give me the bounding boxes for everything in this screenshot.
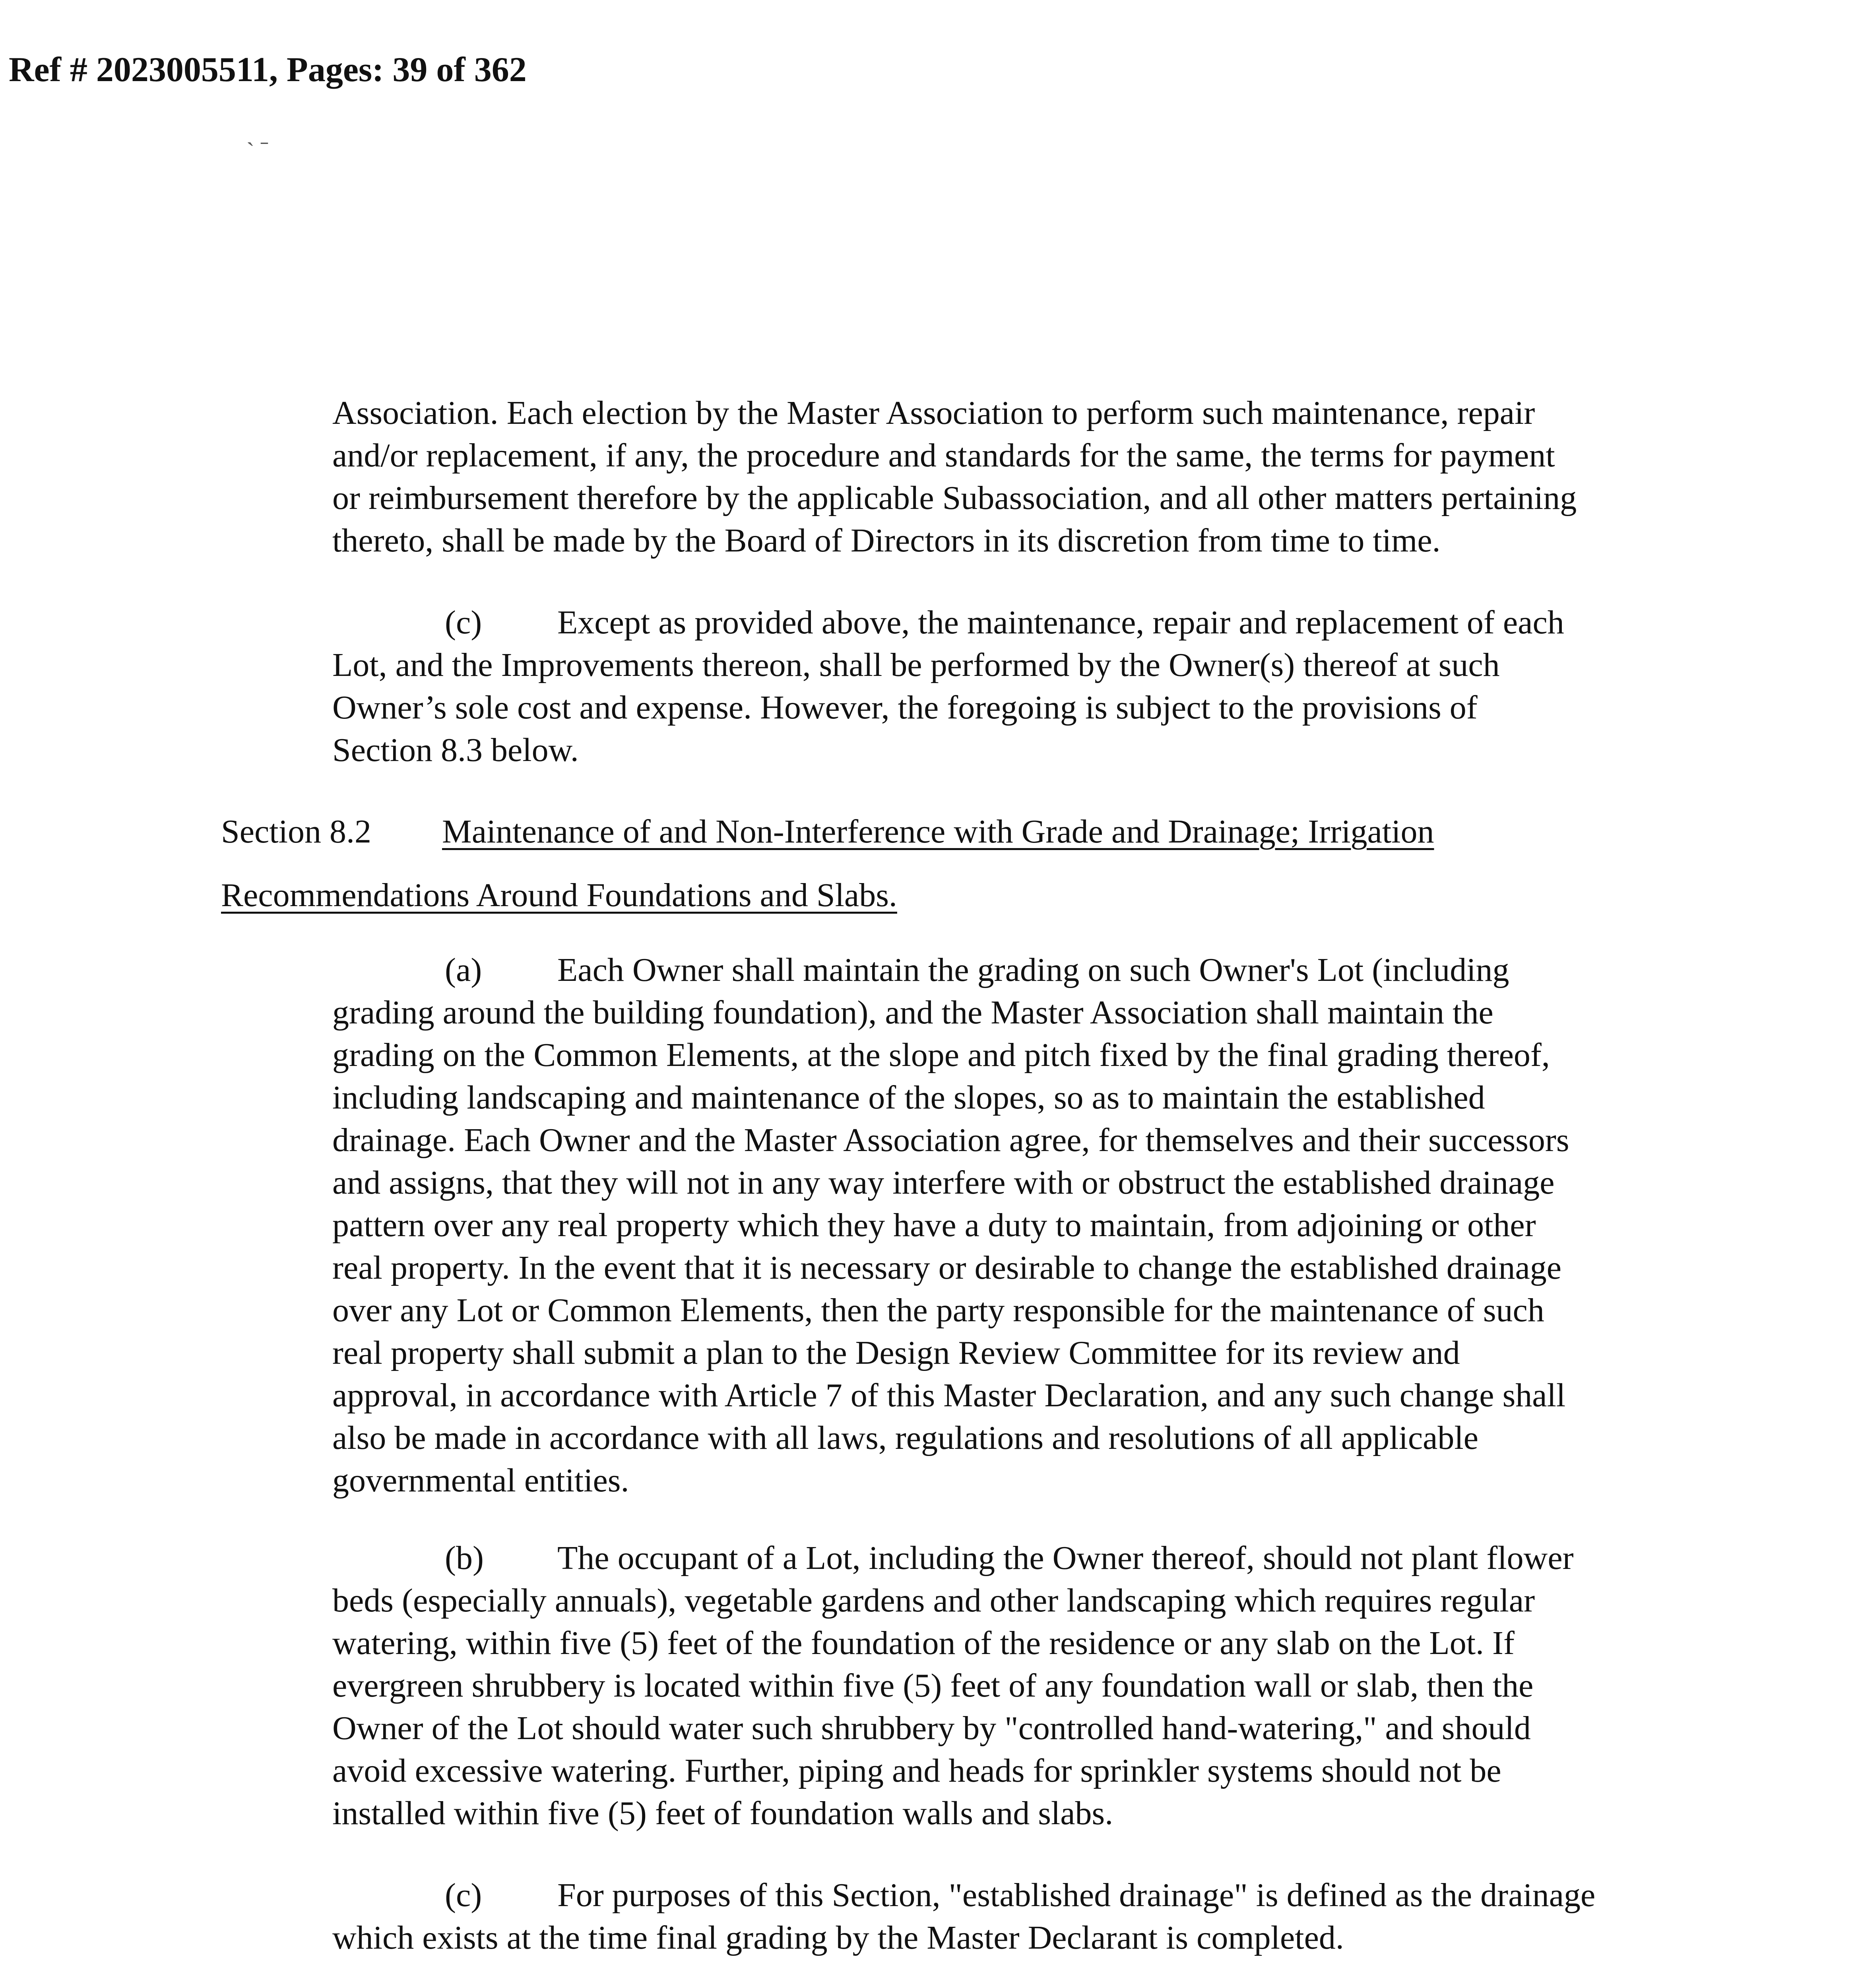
text-line: (b) The occupant of a Lot, including the Owner thereof, should not plant flower xyxy=(332,1537,1574,1579)
text-line: including landscaping and maintenance of the slopes, so as to maintain the established xyxy=(332,1079,1485,1116)
text-line: thereto, shall be made by the Board of Directors in its discretion from time to time. xyxy=(332,522,1441,559)
text-line: over any Lot or Common Elements, then the party responsible for the maintenance of such xyxy=(332,1292,1544,1329)
clause-label: (a) xyxy=(445,951,482,988)
text-line: governmental entities. xyxy=(332,1462,629,1499)
text-line: evergreen shrubbery is located within five (5) feet of any foundation wall or slab, then the xyxy=(332,1667,1534,1704)
text-line: Owner’s sole cost and expense. However, the foregoing is subject to the provisions of xyxy=(332,689,1478,726)
clause-label: (c) xyxy=(445,604,482,641)
text-line: Section 8.3 below. xyxy=(332,732,579,769)
clause-label: (b) xyxy=(445,1540,484,1576)
text-line: pattern over any real property which they have a duty to maintain, from adjoining or other xyxy=(332,1207,1536,1244)
text-line: real property. In the event that it is necessary or desirable to change the established drainage xyxy=(332,1249,1562,1286)
reference-header: Ref # 2023005511, Pages: 39 of 362 xyxy=(9,50,527,89)
text-line: or reimbursement therefore by the applicable Subassociation, and all other matters pertaining xyxy=(332,480,1577,516)
section-title: Recommendations Around Foundations and Slabs. xyxy=(221,877,897,914)
text-line: real property shall submit a plan to the Design Review Committee for its review and xyxy=(332,1334,1460,1371)
text-line: also be made in accordance with all laws, regulations and resolutions of all applicable xyxy=(332,1419,1479,1456)
paragraph-association-election xyxy=(332,392,1577,562)
text-line: grading on the Common Elements, at the slope and pitch fixed by the final grading thereof, xyxy=(332,1037,1550,1074)
section-8-2-heading-cont xyxy=(221,874,897,916)
text-line: drainage. Each Owner and the Master Association agree, for themselves and their successors xyxy=(332,1122,1569,1159)
section-8-2-heading xyxy=(221,810,1434,853)
paragraph-c-owner-maintenance xyxy=(332,601,1564,771)
text-line: and assigns, that they will not in any way interfere with or obstruct the established drainage xyxy=(332,1164,1555,1201)
text-line: beds (especially annuals), vegetable gardens and other landscaping which requires regular xyxy=(332,1582,1535,1619)
paragraph-a-grading xyxy=(332,949,1569,1502)
text-line: approval, in accordance with Article 7 of this Master Declaration, and any such change shall xyxy=(332,1377,1566,1414)
text-line: watering, within five (5) feet of the foundation of the residence or any slab on the Lot. If xyxy=(332,1625,1515,1662)
text-line: (a) Each Owner shall maintain the grading on such Owner's Lot (including xyxy=(332,949,1569,991)
text-line: installed within five (5) feet of foundation walls and slabs. xyxy=(332,1795,1113,1832)
text-line: grading around the building foundation), and the Master Association shall maintain the xyxy=(332,994,1493,1031)
section-title: Maintenance of and Non-Interference with Grade and Drainage; Irrigation xyxy=(442,813,1434,850)
text-line: (c) For purposes of this Section, "established drainage" is defined as the drainage xyxy=(332,1874,1595,1916)
scan-artifact-mark: ˎ ˍ xyxy=(246,120,268,146)
text-line: which exists at the time final grading by the Master Declarant is completed. xyxy=(332,1919,1344,1956)
text-line: Association. Each election by the Master Association to perform such maintenance, repair xyxy=(332,394,1535,431)
section-number: Section 8.2 xyxy=(221,813,371,850)
paragraph-b-irrigation xyxy=(332,1537,1574,1835)
text-line: (c) Except as provided above, the maintenance, repair and replacement of each xyxy=(332,601,1564,644)
text-line: Lot, and the Improvements thereon, shall be performed by the Owner(s) thereof at such xyxy=(332,646,1500,683)
text-line: Owner of the Lot should water such shrubbery by "controlled hand-watering," and should xyxy=(332,1710,1531,1747)
paragraph-c-established-drainage xyxy=(332,1874,1595,1959)
text-line: avoid excessive watering. Further, piping and heads for sprinkler systems should not be xyxy=(332,1752,1501,1789)
clause-label: (c) xyxy=(445,1877,482,1914)
text-line: and/or replacement, if any, the procedure and standards for the same, the terms for payment xyxy=(332,437,1555,474)
